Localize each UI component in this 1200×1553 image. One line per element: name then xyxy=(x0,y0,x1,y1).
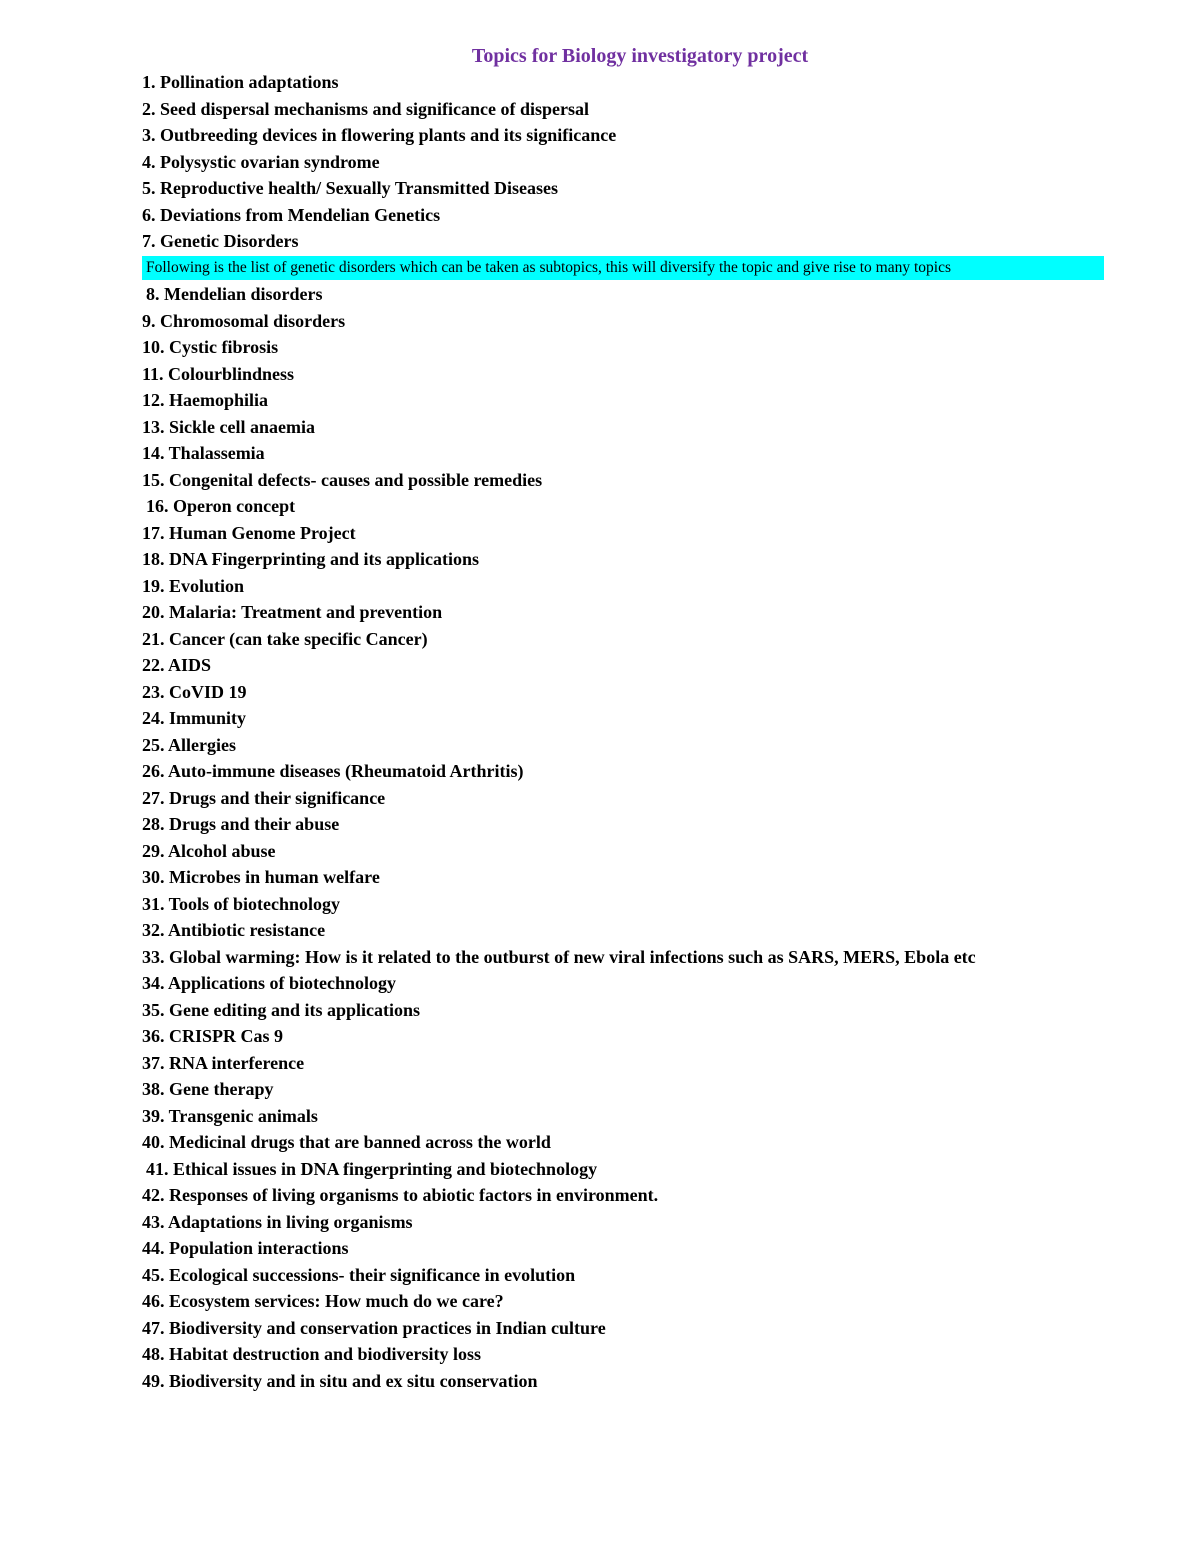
topic-item: 42. Responses of living organisms to abiotic factors in environment. xyxy=(142,1185,659,1205)
topic-item: 16. Operon concept xyxy=(146,496,296,516)
topic-item: 25. Allergies xyxy=(142,734,236,755)
highlighted-note-row xyxy=(142,255,1104,282)
topic-item: 44. Population interactions xyxy=(142,1238,349,1258)
topic-item: 27. Drugs and their significance xyxy=(142,787,386,808)
topic-item: 30. Microbes in human welfare xyxy=(142,867,380,887)
topic-item: 6. Deviations from Mendelian Genetics xyxy=(142,204,441,225)
topic-item: 23. CoVID 19 xyxy=(142,681,247,702)
topic-item: 26. Auto-immune diseases (Rheumatoid Arthritis) xyxy=(142,761,524,781)
document-title: Topics for Biology investigatory project xyxy=(471,45,809,67)
topic-item: 9. Chromosomal disorders xyxy=(142,310,346,331)
topic-item: 36. CRISPR Cas 9 xyxy=(142,1026,284,1046)
topic-item: 12. Haemophilia xyxy=(142,390,269,410)
topic-item: 8. Mendelian disorders xyxy=(146,284,323,304)
topic-item: 48. Habitat destruction and biodiversity loss xyxy=(142,1344,482,1364)
topic-item: 19. Evolution xyxy=(142,575,245,596)
topic-item: 47. Biodiversity and conservation practices in Indian culture xyxy=(142,1317,606,1338)
topic-item: 17. Human Genome Project xyxy=(142,522,356,543)
topic-item: 4. Polysystic ovarian syndrome xyxy=(142,151,380,172)
topic-item: 11. Colourblindness xyxy=(142,363,295,384)
topic-item: 28. Drugs and their abuse xyxy=(142,814,340,834)
topic-item: 20. Malaria: Treatment and prevention xyxy=(142,602,443,622)
topic-item: 31. Tools of biotechnology xyxy=(142,893,341,914)
topic-item: 21. Cancer (can take specific Cancer) xyxy=(142,628,428,649)
topic-item: 1. Pollination adaptations xyxy=(142,72,339,92)
topic-item: 46. Ecosystem services: How much do we care? xyxy=(142,1291,504,1311)
topic-item: 18. DNA Fingerprinting and its applications xyxy=(142,549,480,569)
topic-item: 38. Gene therapy xyxy=(142,1079,274,1099)
topic-list xyxy=(142,69,1104,1394)
topic-item: 13. Sickle cell anaemia xyxy=(142,416,315,437)
topic-item: 10. Cystic fibrosis xyxy=(142,337,279,357)
topic-item: 45. Ecological successions- their significance in evolution xyxy=(142,1264,576,1285)
topic-item: 41. Ethical issues in DNA fingerprinting and biotechnology xyxy=(146,1158,598,1179)
topic-item: 7. Genetic Disorders xyxy=(142,231,299,251)
topic-item: 35. Gene editing and its applications xyxy=(142,999,421,1020)
topic-item: 33. Global warming: How is it related to the outburst of new viral infections such as SARS, MERS, Ebola etc xyxy=(142,946,976,967)
topic-item: 43. Adaptations in living organisms xyxy=(142,1211,413,1232)
topic-item: 24. Immunity xyxy=(142,708,247,728)
topic-item: 2. Seed dispersal mechanisms and significance of dispersal xyxy=(142,98,590,119)
topic-item: 22. AIDS xyxy=(142,655,212,675)
topic-item: 49. Biodiversity and in situ and ex situ conservation xyxy=(142,1370,538,1391)
topic-item: 3. Outbreeding devices in flowering plants and its significance xyxy=(142,125,617,145)
topic-item: 32. Antibiotic resistance xyxy=(142,920,326,940)
topic-item: 39. Transgenic animals xyxy=(142,1105,318,1126)
topic-item: 14. Thalassemia xyxy=(142,443,265,463)
topic-item: 34. Applications of biotechnology xyxy=(142,973,397,993)
topic-item: 5. Reproductive health/ Sexually Transmitted Diseases xyxy=(142,178,559,198)
topic-item: 29. Alcohol abuse xyxy=(142,840,276,861)
highlighted-note: Following is the list of genetic disorders which can be taken as subtopics, this will diversify the topic and give rise to many topics xyxy=(142,256,1104,280)
topic-item: 15. Congenital defects- causes and possible remedies xyxy=(142,469,543,490)
topic-item: 40. Medicinal drugs that are banned across the world xyxy=(142,1132,551,1152)
topic-item: 37. RNA interference xyxy=(142,1052,305,1073)
